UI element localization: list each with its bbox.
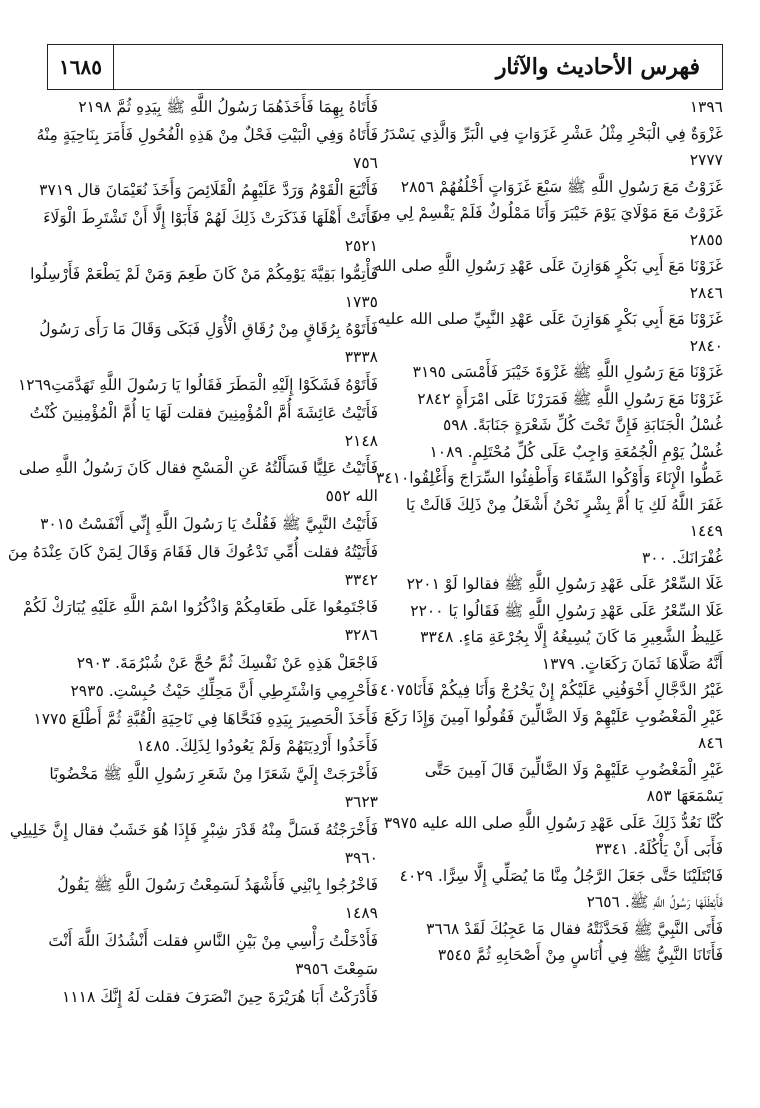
index-entry-line: ٢٨٤٠ [689,336,723,355]
index-entry-line: غَلَا السِّعْرُ عَلَى عَهْدِ رَسُولِ اللَّهِ ﷺ فقالوا لَوْ ٢٢٠١ [406,575,723,593]
index-entry-line: ١٤٤٩ [689,522,723,540]
index-entry-line: غَلَا السِّعْرُ عَلَى عَهْدِ رَسُولِ اللَّهِ ﷺ فَقَالُوا يَا ٢٢٠٠ [410,601,723,620]
index-entry-line: ١٤٨٩ [344,904,378,923]
index-entry-line: ٣٣٤٢ [344,570,378,589]
index-entry-line: غَيْرِ الْمَغْضُوبِ عَلَيْهِمْ وَلَا الضَّالِّينَ قَالَ آمِينَ حَتَّى [424,760,723,779]
index-entry-line: فَأَخَذَ الْحَصِيرَ بِيَدِهِ فَنَحَّاهَا فِي نَاحِيَةِ الْقُبَّةِ ثُمَّ أَطْلَعَ ١٧٧٥ [33,709,378,728]
index-entry-line: ٢٨٤٦ [689,283,723,302]
index-entry-line: غَيْرِ الْمَغْضُوبِ عَلَيْهِمْ وَلَا الضَّالِّينَ فَقُولُوا آمِينَ وَإِذَا رَكَعَ [384,707,723,726]
index-entry-line: ٨٤٦ [698,734,723,752]
index-entry-line: فَأَبْطَلَهَا رَسُولُ اللَّهِ ﷺ. ٢٦٥٦ [586,893,723,911]
index-entry-line: غَزَوْتُ مَعَ رَسُولِ اللَّهِ ﷺ سَبْعَ غَزَوَاتٍ أَخْلُفُهُمْ ٢٨٥٦ [400,177,723,196]
index-entry-line: فَأَتَاهُ وَفِي الْبَيْتِ فَحْلٌ مِنْ هَذِهِ الْفُحُولِ فَأَمَرَ بِنَاحِيَةٍ مِنْهُ [36,125,378,144]
index-entry-line: غُسْلُ الْجَنَابَةِ فَإِنَّ تَحْتَ كُلِّ شَعْرَةٍ جَنَابَةً. ٥٩٨ [442,416,723,434]
index-entry-line: ٣٦٢٣ [344,792,378,811]
index-entry-line: غَيْرُ الدَّجَّالِ أَخْوَفُنِي عَلَيْكُمْ إِنْ يَخْرُجْ وَأَنَا فِيكُمْ فَأَنَا٤٠٧٥ [379,681,723,699]
index-entry-line: غَزَوْنَا مَعَ أَبِي بَكْرٍ هَوَازِنَ عَلَى عَهْدِ النَّبِيِّ صلى الله عليه [377,310,723,328]
index-entry-line: ١٣٩٦ [689,98,723,116]
index-entry-line: فَأَخْرَجَتْ إِلَيَّ شَعَرًا مِنْ شَعَرِ رَسُولِ اللَّهِ ﷺ مَخْضُوبًا [49,765,378,784]
index-entry-line: فَأَدْرَكْتُ أَبَا هُرَيْرَةَ حِينَ انْصَرَفَ فقلت لَهُ إِنَّكَ ١١١٨ [62,987,378,1006]
index-entry-line: غَطُّوا الْإِنَاءَ وَأَوْكُوا السِّقَاءَ وَأَطْفِئُوا السِّرَاجَ وَأَغْلِقُوا٣٤١٠ [375,469,723,487]
index-entry-line: ٢١٤٨ [344,431,378,450]
index-entry-line: غُسْلُ يَوْمِ الْجُمُعَةِ وَاجِبٌ عَلَى كُلِّ مُحْتَلِمٍ. ١٠٨٩ [429,442,723,461]
index-entry-line: فَاجْتَمِعُوا عَلَى طَعَامِكُمْ وَاذْكُرُوا اسْمَ اللَّهِ عَلَيْهِ يُبَارَكْ لَكُمْ [22,598,378,617]
index-entry-line: فَأَدْخَلْتُ رَأْسِي مِنْ بَيْنِ النَّاسِ فقلت أَنْشُدُكَ اللَّهَ أَنْتَ [48,931,378,950]
index-entry-line: فَأَتْبَعَ الْقَوْمُ وَرَدَّ عَلَيْهِمُ الْقَلَائِصَ وَأَخَذَ نُعَيْمَانَ قال ٣٧١٩ [39,181,378,200]
index-entry-line: ٣٢٨٦ [344,626,378,645]
right-column [370,94,723,1094]
index-entry-line: فَأَحْرِمِي وَاشْتَرِطِي أَنَّ مَحِلِّكِ حَيْثُ حُبِسْتِ. ٢٩٣٥ [70,681,378,700]
index-entry-line: فَأَتَوْهُ بِرُقَاقٍ مِنْ رُقَاقِ الْأُوَلِ فَبَكَى وَقَالَ مَا رَأَى رَسُولُ [39,320,378,339]
index-entry-line: فَأَخْرَجْتُهُ فَسَلَّ مِنْهُ قَدْرَ شِبْرٍ فَإِذَا هُوَ خَشَبٌ فقال إِنَّ خَلِيلِي [9,820,378,839]
index-entry-line: فَأَتَوْهُ فَشَكَوْا إِلَيْهِ الْمَطَرَ فَقَالُوا يَا رَسُولَ اللَّهِ تَهَدَّمَتِ١٢٦٩ [17,375,378,394]
index-entry-line: ٢٨٥٥ [689,230,723,249]
index-entry-line: غُفْرَانَكَ. ٣٠٠ [641,548,723,567]
index-entry-line: غَزْوَةٌ فِي الْبَحْرِ مِثْلُ عَشْرِ غَزَوَاتٍ فِي الْبَرِّ وَالَّذِي يَسْدَرُ [381,124,723,143]
index-entry-line: فَأَتَانَا النَّبِيُّ ﷺ فِي أُنَاسٍ مِنْ أَصْحَابِهِ ثُمَّ ٣٥٤٥ [437,946,723,964]
index-entry-line: أَنَّهُ صَلَّاهَا ثَمَانَ رَكَعَاتٍ. ١٣٧٩ [541,654,723,673]
index-entry-line: غَلِيظُ الشَّعِيرِ مَا كَانَ يُسِيغُهُ إِلَّا بِجُرْعَةِ مَاءٍ. ٣٣٤٨ [420,628,723,646]
index-entry-line: فَأْتِمُّوا بَقِيَّةَ يَوْمِكُمْ مَنْ كَانَ طَعِمَ وَمَنْ لَمْ يَطْعَمْ فَأَرْسِلُوا [30,264,378,283]
index-entry-line: فَابْتَلَيْنَا حَتَّى جَعَلَ الرَّجُلُ مِنَّا مَا يُصَلِّي إِلَّا سِرًّا. ٤٠٢٩ [399,866,723,885]
index-entry-line: فَأَتَتْ أَهْلَهَا فَذَكَرَتْ ذَلِكَ لَهُمْ فَأَبَوْا إِلَّا أَنْ تَشْتَرِطَ الْوَلَاءَ [43,209,378,228]
page-number: ١٦٨٥ [48,45,114,89]
index-entry-line: غَزَوْنَا مَعَ رَسُولِ اللَّهِ ﷺ فَمَرَرْنَا عَلَى امْرَأَةٍ ٢٨٤٢ [417,389,723,408]
index-entry-line: فَأَتَاهُ بِهِمَا فَأَخَذَهُمَا رَسُولُ اللَّهِ ﷺ بِيَدِهِ ثُمَّ ٢١٩٨ [78,98,378,116]
index-entry-line: يَسْمَعَهَا ٨٥٣ [646,787,723,805]
index-entry-line: فَأَتَيْتُ عَائِشَةَ أُمَّ الْمُؤْمِنِينَ فقلت لَهَا يَا أُمَّ الْمُؤْمِنِينَ كُنْتُ [29,403,378,422]
index-entry-line: ٣٣٣٨ [344,348,378,367]
index-entry-line: فَأَتَيْتُهُ فقلت أُمِّي تَدْعُوكَ قال فَقَامَ وَقَالَ لِمَنْ كَانَ عِنْدَهُ مِنَ [7,542,378,561]
page-header [47,44,723,90]
index-entry-line: فَأَخَذُوا أَرْدِيَتَهُمْ وَلَمْ يَعُودُوا لِذَلِكَ. ١٤٨٥ [136,737,378,756]
index-entry-line: فَاخْرُجُوا بِابْنِي فَأَشْهَدُ لَسَمِعْتُ رَسُولَ اللَّهِ ﷺ يَقُولُ [57,876,378,895]
index-entry-line: كُنَّا نَعُدُّ ذَلِكَ عَلَى عَهْدِ رَسُولِ اللَّهِ صلى الله عليه ٣٩٧٥ [383,813,723,832]
index-entry-line: فَأَتَى النَّبِيَّ ﷺ فَحَدَّثَتْهُ فقال مَا عَجِبُكَ لَقَدْ ٣٦٦٨ [426,919,723,938]
index-entry-line: فَأَتَيْتُ عَلِيًّا فَسَأَلْتُهُ عَنِ الْمَسْحِ فقال كَانَ رَسُولُ اللَّهِ صلى [18,459,378,478]
index-entry-line: غَفَرَ اللَّهُ لَكِ يَا أُمَّ بِشْرٍ نَحْنُ أَشْغَلُ مِنْ ذَلِكَ قَالَتْ يَا [405,495,723,514]
index-entry-line: الله ٥٥٢ [325,487,378,506]
index-entry-line: فَاجْعَلْ هَذِهِ عَنْ نَفْسِكَ ثُمَّ حُجَّ عَنْ شُبْرُمَةَ. ٢٩٠٣ [76,653,378,672]
index-entry-line: ١٧٣٥ [344,292,378,311]
index-entry-line: فَأَبَى أَنْ يَأْكُلَهُ. ٣٣٤١ [595,840,723,858]
index-entry-line: ٣٩٦٠ [344,848,378,867]
index-columns [7,94,723,1094]
page-title: فهرس الأحاديث والآثار [495,54,700,80]
index-entry-line: غَزَوْنَا مَعَ رَسُولِ اللَّهِ ﷺ غَزْوَةَ خَيْبَرَ فَأَمْسَى ٣١٩٥ [412,363,723,381]
index-entry-line: غَزَوْنَا مَعَ أَبِي بَكْرٍ هَوَازِنَ عَلَى عَهْدِ رَسُولِ اللَّهِ صلى الله [373,257,723,275]
left-column [7,94,378,1094]
index-entry-line: ٢٧٧٧ [689,151,723,169]
index-entry-line: غَزَوْتُ مَعَ مَوْلَايَ يَوْمَ خَيْبَرَ وَأَنَا مَمْلُوكٌ فَلَمْ يَقْسِمْ لِي مِنَ [370,204,723,222]
index-entry-line: ٢٥٢١ [344,236,378,255]
index-entry-line: ٧٥٦ [353,153,378,172]
index-entry-line: سَمِعْتَ ٣٩٥٦ [295,959,378,978]
index-entry-line: فَأَتَيْتُ النَّبِيَّ ﷺ فَقُلْتُ يَا رَسُولَ اللَّهِ إِنِّي أَنْفَسْتُ ٣٠١٥ [40,514,378,533]
